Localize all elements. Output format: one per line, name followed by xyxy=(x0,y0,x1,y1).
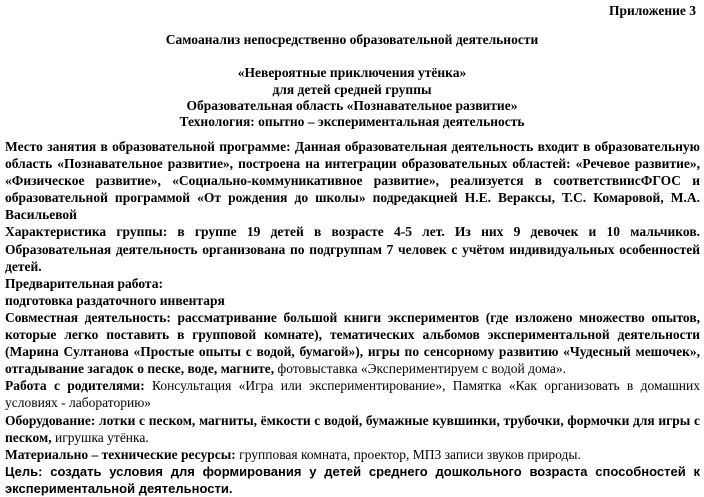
resources xyxy=(5,446,700,463)
preparatory-heading: Предварительная работа: xyxy=(5,275,163,291)
equipment-label: Оборудование: лотки с песком, магниты, ёмкости с водой, бумажные кувшинки, трубочки, формочки для игры с песком, xyxy=(5,412,700,445)
group-characteristics: Характеристика группы: в группе 19 детей в возрасте 4-5 лет. Из них 9 девочек и 10 мальчиков. Образовательная деятельность организована по подгруппам 7 человек с учётом индивидуальных особенностей детей. xyxy=(5,224,700,274)
technology-line: Технология: опытно – экспериментальная деятельность xyxy=(179,114,525,129)
equipment xyxy=(5,412,700,446)
education-area: Образовательная область «Познавательное развитие» xyxy=(186,98,518,113)
resources-text: групповая комната, проектор, МП3 записи звуков природы. xyxy=(235,446,581,462)
activity-title: «Невероятные приключения утёнка» xyxy=(237,65,467,80)
parents-work xyxy=(5,377,700,411)
preparatory-item: подготовка раздаточного инвентаря xyxy=(5,292,225,308)
audience-line: для детей средней группы xyxy=(272,82,432,97)
equipment-tail: игрушка утёнка. xyxy=(51,429,149,445)
parents-label: Работа с родителями: xyxy=(5,378,145,394)
parents-text: Консультация «Игра или экспериментирование», Памятка «Как организовать в домашних условиях - лабораторию» xyxy=(5,378,700,411)
joint-activity-tail: фотовыставка «Экспериментируем с водой дома». xyxy=(274,361,567,377)
joint-activity-text: Совместная деятельность: рассматривание большой книги экспериментов (где изложено множество опытов, которые легко поставить в групповой комнате), тематических альбомов экспериментальной деятельности (Марина Султанова «Простые опыты с водой, бумагой»), игры по сенсорному развитию «Чудесный мешочек», отгадывание загадок о песке, воде, магните, xyxy=(5,309,700,377)
joint-activity xyxy=(5,309,700,377)
resources-label: Материально – технические ресурсы: xyxy=(5,446,236,462)
document-body xyxy=(5,138,700,497)
goal-statement: Цель: создать условия для формирования у детей среднего дошкольного возраста способностей к экспериментальной деятельности. xyxy=(5,463,700,496)
document-title: Самоанализ непосредственно образовательной деятельности xyxy=(165,32,539,47)
appendix-label: Приложение 3 xyxy=(608,3,696,18)
program-placement: Место занятия в образовательной программе: Данная образовательная деятельность входит в образовательную область «Познавательное развитие», построена на интеграции образовательных областей: «Речевое развитие», «Физическое развитие», «Социально-коммуникативное развитие», реализуется в соответствиисФГОС и образовательной программой «От рождения до школы» подредакцией Н.Е. Веракcы, Т.С. Комаровой, М.А. Васильевой xyxy=(5,139,700,223)
